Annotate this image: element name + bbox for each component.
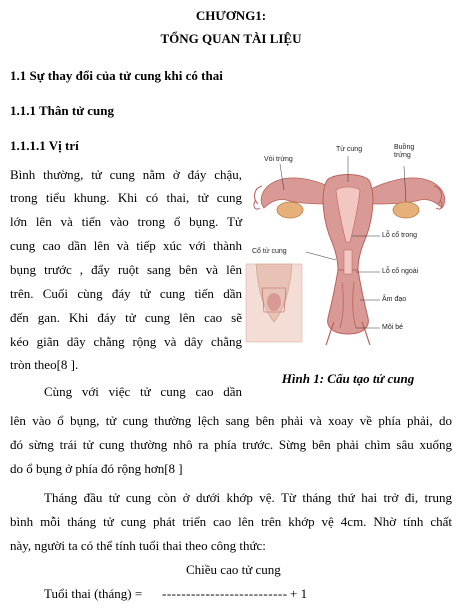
text-line: bình mỗi tháng tử cung phát triển cao lên trên khớp vệ 4cm. Nhờ tính chất (10, 514, 452, 529)
uterus-illustration (244, 142, 452, 345)
formula-plus-one: + 1 (290, 586, 308, 601)
text-line: bụng trước , đẩy ruột sang bên và lên (10, 262, 242, 277)
label-co-tu-cung: Cổ tử cung (252, 248, 287, 255)
text-line: Bình thường, tử cung nằm ở đáy chậu, (10, 167, 242, 182)
text-line: do ổ bụng ở phía đó rộng hơn[8 ] (10, 461, 183, 476)
formula-fraction-bar: -------------------------- (162, 586, 288, 601)
uterus-figure (244, 142, 452, 345)
text-line: tròn theo[8 ]. (10, 357, 79, 372)
formula-numerator: Chiều cao tử cung (186, 562, 281, 577)
text-line: lớn lên và tiến vào trong ổ bụng. Tử (10, 214, 242, 229)
heading-1-1: 1.1 Sự thay đổi của tử cung khi có thai (10, 68, 223, 83)
text-line: đó sừng trái tử cung thường nhô ra phía trước. Sừng bên phải chìm sâu xuống (10, 437, 452, 452)
label-am-dao: Âm đạo (382, 296, 407, 303)
text-line: này, người ta có thể tính tuổi thai theo công thức: (10, 538, 266, 553)
label-lo-co-ngoai: Lỗ cổ ngoài (382, 268, 419, 275)
text-line: kéo giãn dây chằng rộng và dây chằng (10, 334, 242, 349)
label-lo-co-trong: Lỗ cổ trong (382, 232, 418, 239)
text-line: cung cao dần lên và tiếp xúc với thành (10, 238, 242, 253)
text-line: Tháng đầu tử cung còn ở dưới khớp vệ. Từ tháng thứ hai trở đi, trung (44, 490, 452, 505)
label-voi-trung: Vòi trứng (264, 156, 293, 163)
label-tu-cung: Tử cung (336, 146, 363, 153)
text-line: đến gan. Khi đáy tử cung lên cao sẽ (10, 310, 242, 325)
chapter-title: TỔNG QUAN TÀI LIỆU (160, 31, 302, 46)
label-buong-trung: Buồng trứng (394, 144, 415, 159)
figure-caption: Hình 1: Cấu tạo tử cung (281, 371, 415, 386)
heading-1-1-1: 1.1.1 Thân tử cung (10, 103, 115, 118)
formula-lhs: Tuổi thai (tháng) = (44, 586, 143, 601)
text-line: trên. Cuối cùng đáy tử cung tiến dần (10, 286, 242, 301)
text-line: lên vào ổ bụng, tử cung thường lệch sang bên phải và xoay về phía phải, do (10, 413, 452, 428)
text-line: Cùng với việc tử cung cao dần (44, 384, 242, 399)
heading-1-1-1-1: 1.1.1.1 Vị trí (10, 138, 79, 153)
text-line: trong tiểu khung. Khi có thai, tử cung (10, 190, 242, 205)
label-moi-be: Môi bé (382, 324, 404, 331)
chapter-label: CHƯƠNG1: (195, 8, 267, 23)
